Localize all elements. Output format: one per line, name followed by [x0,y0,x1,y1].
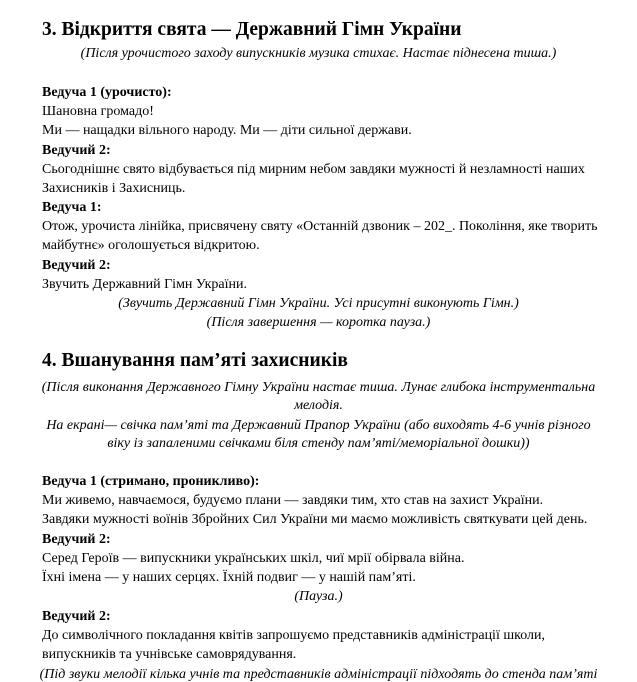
section-4-intro-line: мелодія. [294,398,343,413]
section-3-text-line: Захисників і Захисниць. [42,181,186,196]
section-4-text-line: Ми живемо, навчаємося, будуємо плани — завдяки тим, хто став на захист України. [42,493,544,508]
section-3-intro-direction: (Після урочистого заходу випускників музика стихає. Настає піднесена тиша.) [80,46,557,61]
section-3-speaker-2: Ведучий 2: [42,143,111,158]
section-4-text-line: Серед Героїв — випускники українських шкіл, чиї мрії обірвала війна. [42,551,465,566]
section-4-speaker-1: Ведуча 1 (стримано, проникливо): [42,474,260,489]
section-3-speaker-4: Ведучий 2: [42,258,111,273]
section-3-text-line: майбутнє» оголошується відкритою. [42,238,260,253]
section-4-text-line: До символічного покладання квітів запрошуємо представників адміністрації школи, [42,628,546,643]
section-3-text-line: Сьогоднішнє свято відбувається під мирним небом завдяки мужності й незламності наших [42,162,585,177]
section-4-text-line: Їхні імена — у наших серцях. Їхній подвиг — у нашій пам’яті. [42,570,416,585]
section-3-speaker-1: Ведуча 1 (урочисто): [42,85,172,100]
section-4-text-line: Завдяки мужності воїнів Збройних Сил України ми маємо можливість святкувати цей день. [42,512,588,527]
section-4-pause-direction: (Пауза.) [294,589,343,604]
pause-direction: (Після завершення — коротка пауза.) [206,315,431,330]
section-3-text-line: Ми — нащадки вільного народу. Ми — діти сильної держави. [42,123,412,138]
section-4-speaker-2: Ведучий 2: [42,532,111,547]
section-4-intro-line: (Після виконання Державного Гімну України настає тиша. Лунає глибока інструментальна [41,380,596,395]
section-3-text-line: Звучить Державний Гімн України. [42,277,247,292]
section-4-screen-line: На екрані— свічка пам’яті та Державний Прапор України (або виходять 4-6 учнів різного [46,418,591,433]
section-4-screen-line: віку із запаленими свічками біля стенду пам’яті/меморіальної дошки)) [107,436,530,451]
section-3-text-line: Шановна громадо! [42,104,154,119]
section-4-text-line: випускників та учнівське самоврядування. [42,647,297,662]
section-4-speaker-3: Ведучий 2: [42,609,111,624]
section-3-heading: 3. Відкриття свята — Державний Гімн України [42,19,462,40]
section-3-speaker-3: Ведуча 1: [42,200,102,215]
section-3-text-line: Отож, урочиста лінійка, присвячену святу «Останній дзвоник – 202_. Покоління, яке творить [42,219,598,234]
section-4-heading: 4. Вшанування пам’яті захисників [42,350,348,371]
anthem-direction: (Звучить Державний Гімн України. Усі присутні виконують Гімн.) [118,296,519,311]
section-4-final-direction: (Під звуки мелодії кілька учнів та представників адміністрації підходять до стенда пам’яті [39,667,598,682]
